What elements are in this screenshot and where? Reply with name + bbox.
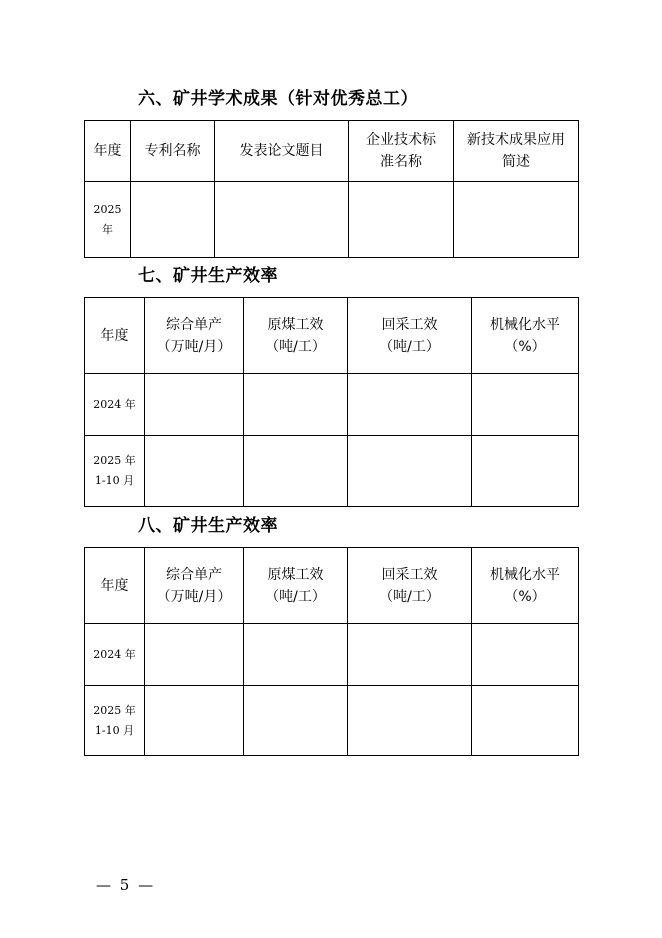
empty-cell[interactable] [348,624,472,686]
header-line: （吨/工） [379,588,440,605]
header-mechanization-level [472,298,579,374]
header-line: 新技术成果应用 [467,132,565,148]
header-line: 机械化水平 [490,566,560,583]
header-mining-efficiency [348,548,472,624]
header-line: （吨/工） [379,338,440,355]
section-8-title: 八、矿井生产效率 [138,516,278,536]
header-line: （%） [504,588,546,605]
header-line: （%） [504,338,546,355]
empty-cell[interactable] [145,374,244,436]
empty-cell[interactable] [145,436,244,507]
year-line: 2025 年 [93,703,136,717]
empty-cell[interactable] [472,374,579,436]
header-line: （吨/工） [265,338,326,355]
table-row [85,624,579,686]
year-line: 2025 [93,202,122,216]
header-year: 年度 [85,298,145,374]
header-line: 综合单产 [166,566,222,583]
section-7-title: 七、矿井生产效率 [138,266,278,286]
header-line: 原煤工效 [267,316,324,333]
empty-cell[interactable] [244,624,348,686]
empty-cell[interactable] [472,436,579,507]
header-year: 年度 [85,121,131,182]
table-row [85,374,579,436]
empty-cell[interactable] [244,436,348,507]
empty-cell[interactable] [348,374,472,436]
table-header-row [85,298,579,374]
header-line: 企业技术标 [366,132,436,148]
header-line: （万吨/月） [156,338,232,355]
year-cell: 2024 年 [85,624,145,686]
year-line: 1-10 月 [94,723,135,737]
header-line: 综合单产 [166,316,222,333]
empty-cell[interactable] [349,182,454,258]
empty-cell[interactable] [215,182,349,258]
empty-cell[interactable] [472,624,579,686]
year-cell [85,686,145,756]
production-efficiency-table [84,297,579,507]
table-header-row [85,121,579,182]
year-line: 年 [102,222,113,236]
empty-cell[interactable] [145,624,244,686]
year-cell [85,182,131,258]
empty-cell[interactable] [131,182,215,258]
table-header-row [85,548,579,624]
header-paper-title: 发表论文题目 [215,121,349,182]
header-patent-name: 专利名称 [131,121,215,182]
header-line: 原煤工效 [267,566,324,583]
header-mining-efficiency [348,298,472,374]
empty-cell[interactable] [454,182,579,258]
header-line: 准名称 [380,154,422,170]
table-row [85,182,579,258]
page-number: — 5 — [96,876,156,894]
year-line: 1-10 月 [94,474,135,487]
section-6-title: 六、矿井学术成果（针对优秀总工） [138,89,418,109]
header-raw-coal-efficiency [244,298,348,374]
header-enterprise-standard [349,121,454,182]
header-unit-output [145,548,244,624]
header-line: 简述 [502,154,530,170]
production-efficiency-table-2 [84,547,579,756]
year-cell [85,436,145,507]
empty-cell[interactable] [244,374,348,436]
table-row [85,436,579,507]
header-line: 机械化水平 [490,316,560,333]
empty-cell[interactable] [348,686,472,756]
empty-cell[interactable] [348,436,472,507]
header-new-tech-application [454,121,579,182]
header-line: 回采工效 [381,316,438,333]
header-unit-output [145,298,244,374]
header-raw-coal-efficiency [244,548,348,624]
empty-cell[interactable] [244,686,348,756]
academic-achievements-table [84,120,579,258]
year-cell: 2024 年 [85,374,145,436]
table-row [85,686,579,756]
empty-cell[interactable] [472,686,579,756]
empty-cell[interactable] [145,686,244,756]
year-line: 2025 年 [93,454,136,467]
header-line: （万吨/月） [156,588,232,605]
header-line: （吨/工） [265,588,326,605]
header-year: 年度 [85,548,145,624]
header-mechanization-level [472,548,579,624]
header-line: 回采工效 [381,566,438,583]
